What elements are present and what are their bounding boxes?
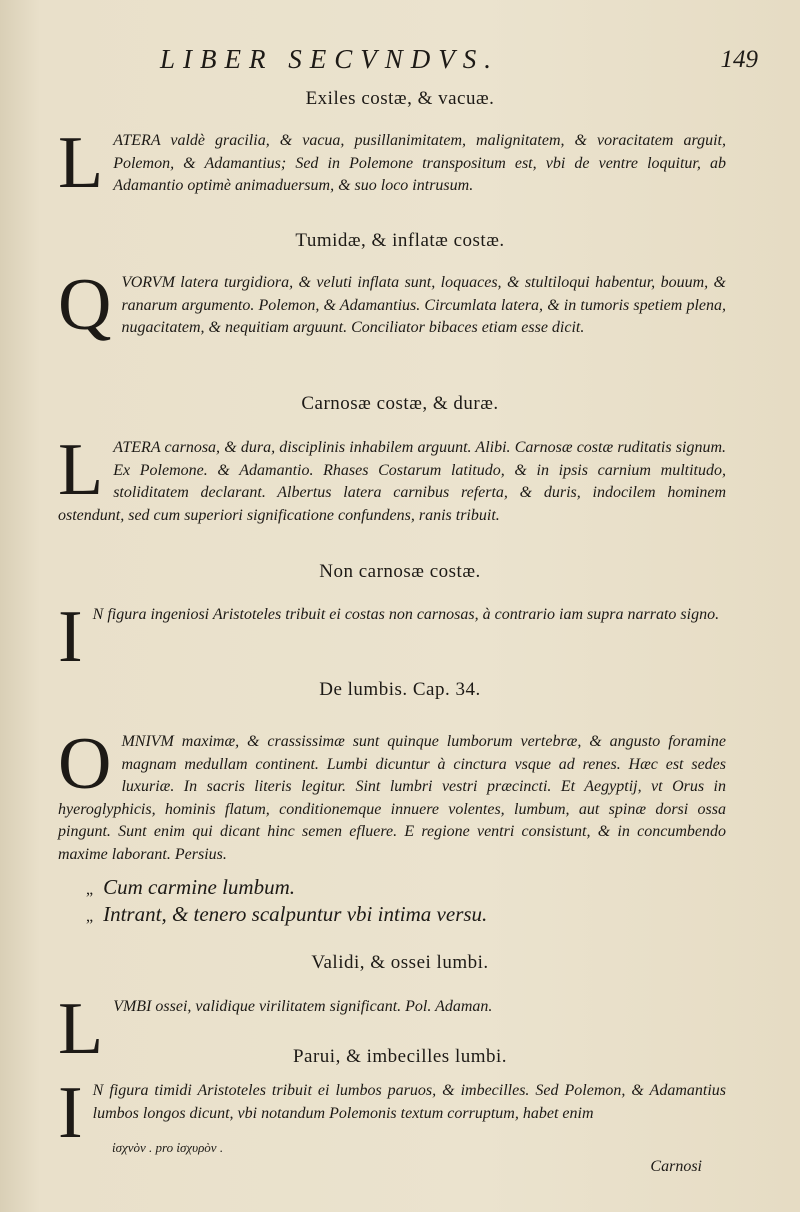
section-heading: Parui, & imbecilles lumbi. [292,1046,508,1067]
greek-note: ἰσχνὸν . pro ἰσχυρὸν . [112,1140,224,1155]
paragraph-text: N figura ingeniosi Aristoteles tribuit ei costas non carnosas, à contrario iam supra narrato signo. [92,606,720,623]
catchword: Carnosi [650,1158,702,1175]
section-heading: De lumbis. Cap. 34. [319,679,481,700]
verse-text: Intrant, & tenero scalpuntur vbi intima versu. [103,902,488,926]
page-number: 149 [720,46,758,73]
section-heading: Exiles costæ, & vacuæ. [305,88,495,109]
section-heading: Validi, & ossei lumbi. [311,952,489,973]
quote-mark: „ [86,908,94,925]
drop-initial: I [58,1072,83,1154]
section-paragraph [58,264,726,346]
paragraph-text: VORVM latera turgidiora, & veluti inflata sunt, loquaces, & stultiloqui habentur, bouum, & ranarum argumento. Polemon, & Adamantius. Circumlata latera, & in tumoris spetiem plena, nugacitatem, & nequitiam arguunt. Conciliator bibaces etiam esse dicit. [121,274,726,336]
paragraph-text: MNIVM maximæ, & crassissimæ sunt quinque lumborum vertebræ, & angusto foramine magnam medullam continent. Lumbi dicuntur à cinctura vsque ad renes. Hæc est sedes luxuriæ. In sacris literis legitur. Sint lumbri vestri præcincti. Et Aegyptij, vt Orus in hyeroglyphicis, hominis flatum, conditionemque innuere volentes, lumbum, aut spinæ dorsi ossa pingunt. Sunt enim qui dicant hinc semen efluere. E regione ventri consistunt, & in concumbendo maxime laborant. Persius. [58,733,726,863]
drop-initial: L [58,988,104,1070]
section-paragraph [58,723,726,866]
verse-line [86,902,487,927]
section-heading: Non carnosæ costæ. [319,561,481,582]
drop-initial: O [58,723,112,805]
paragraph-text: VMBI ossei, validique virilitatem significant. Pol. Adaman. [113,998,493,1015]
drop-initial: I [58,596,83,678]
drop-initial: L [58,122,104,204]
paragraph-text: ATERA valdè gracilia, & vacua, pusillanimitatem, malignitatem, & voracitatem arguit, Polemon, & Adamantius; Sed in Polemone transpositum est, vbi de ventre loquitur, ab Adamantio optimè animaduersum, & suo loco intrusum. [113,132,726,194]
drop-initial: L [58,429,104,511]
running-header [150,44,770,84]
verse-line [86,875,295,900]
section-paragraph [58,429,726,527]
paragraph-text: N figura timidi Aristoteles tribuit ei lumbos paruos, & imbecilles. Sed Polemon, & Adamantius lumbos longos dicunt, vbi notandum Polemonis textum corruptum, habet enim [92,1082,726,1122]
section-heading: Tumidæ, & inflatæ costæ. [295,230,505,251]
verse-text: Cum carmine lumbum. [103,875,296,899]
quote-mark: „ [86,881,94,898]
paragraph-text: ATERA carnosa, & dura, disciplinis inhabilem arguunt. Alibi. Carnosæ costæ ruditatis signum. Ex Polemone. & Adamantio. Rhases Costarum latitudo, & in ipsis carnium multitudo, stoliditatem declarant. Albertus latera carnibus referta, & duris, indocilem hominem ostendunt, sed cum superiori significatione confundens, ranis tribuit. [58,439,726,524]
section-paragraph [58,596,726,678]
drop-initial: Q [58,264,112,346]
running-title: LIBER SECVNDVS. [160,44,499,74]
section-heading: Carnosæ costæ, & duræ. [301,393,499,414]
section-paragraph [58,122,726,204]
